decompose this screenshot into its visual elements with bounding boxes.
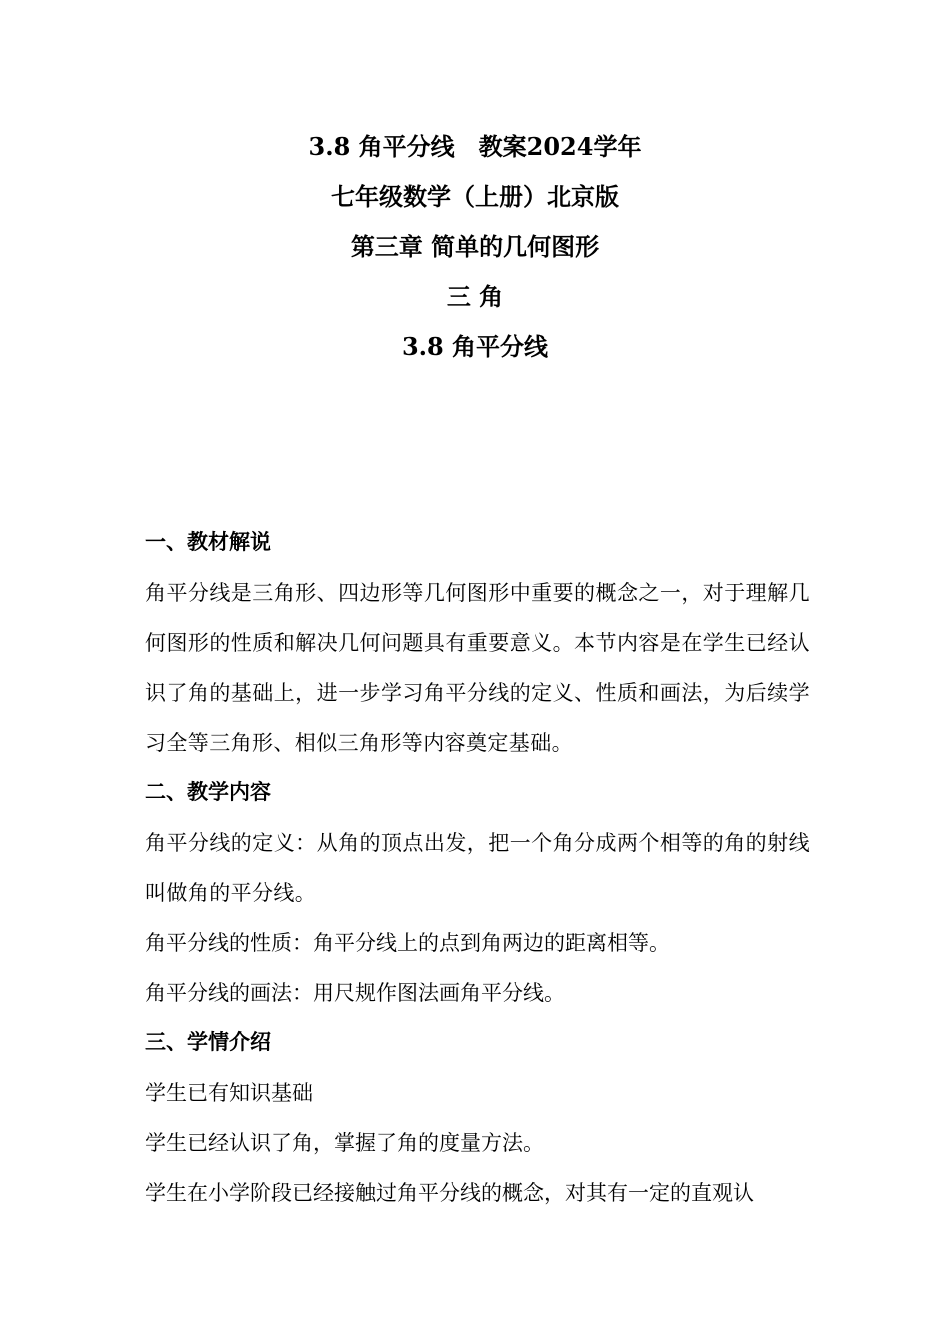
paragraph-construction: 角平分线的画法：用尺规作图法画角平分线。 [145, 981, 565, 1005]
document-body [145, 522, 810, 1218]
paragraph-textbook-analysis: 角平分线是三角形、四边形等几何图形中重要的概念之一，对于理解几何图形的性质和解决几何问题具有重要意义。本节内容是在学生已经认识了角的基础上，进一步学习角平分线的定义、性质和画法，为后续学习全等三角形、相似三角形等内容奠定基础。 [145, 581, 810, 755]
paragraph-property: 角平分线的性质：角平分线上的点到角两边的距离相等。 [145, 931, 670, 955]
lesson-title: 3.8 角平分线 [401, 332, 549, 361]
title-block [0, 122, 950, 372]
document-title: 3.8 角平分线 教案2024学年 [308, 132, 642, 161]
chapter-title: 第三章 简单的几何图形 [350, 232, 600, 261]
section-heading-student-analysis: 三、学情介绍 [145, 1029, 271, 1054]
grade-subtitle: 七年级数学（上册）北京版 [331, 182, 619, 211]
section-heading-textbook-analysis: 一、教材解说 [145, 529, 271, 554]
section-heading-teaching-content: 二、教学内容 [145, 779, 271, 804]
section-title: 三 角 [446, 282, 504, 311]
paragraph-angle-knowledge: 学生已经认识了角，掌握了角的度量方法。 [145, 1131, 544, 1155]
paragraph-definition: 角平分线的定义：从角的顶点出发，把一个角分成两个相等的角的射线叫做角的平分线。 [145, 831, 810, 905]
paragraph-prior-knowledge: 学生已有知识基础 [145, 1081, 313, 1105]
paragraph-primary-school: 学生在小学阶段已经接触过角平分线的概念，对其有一定的直观认 [145, 1181, 754, 1205]
